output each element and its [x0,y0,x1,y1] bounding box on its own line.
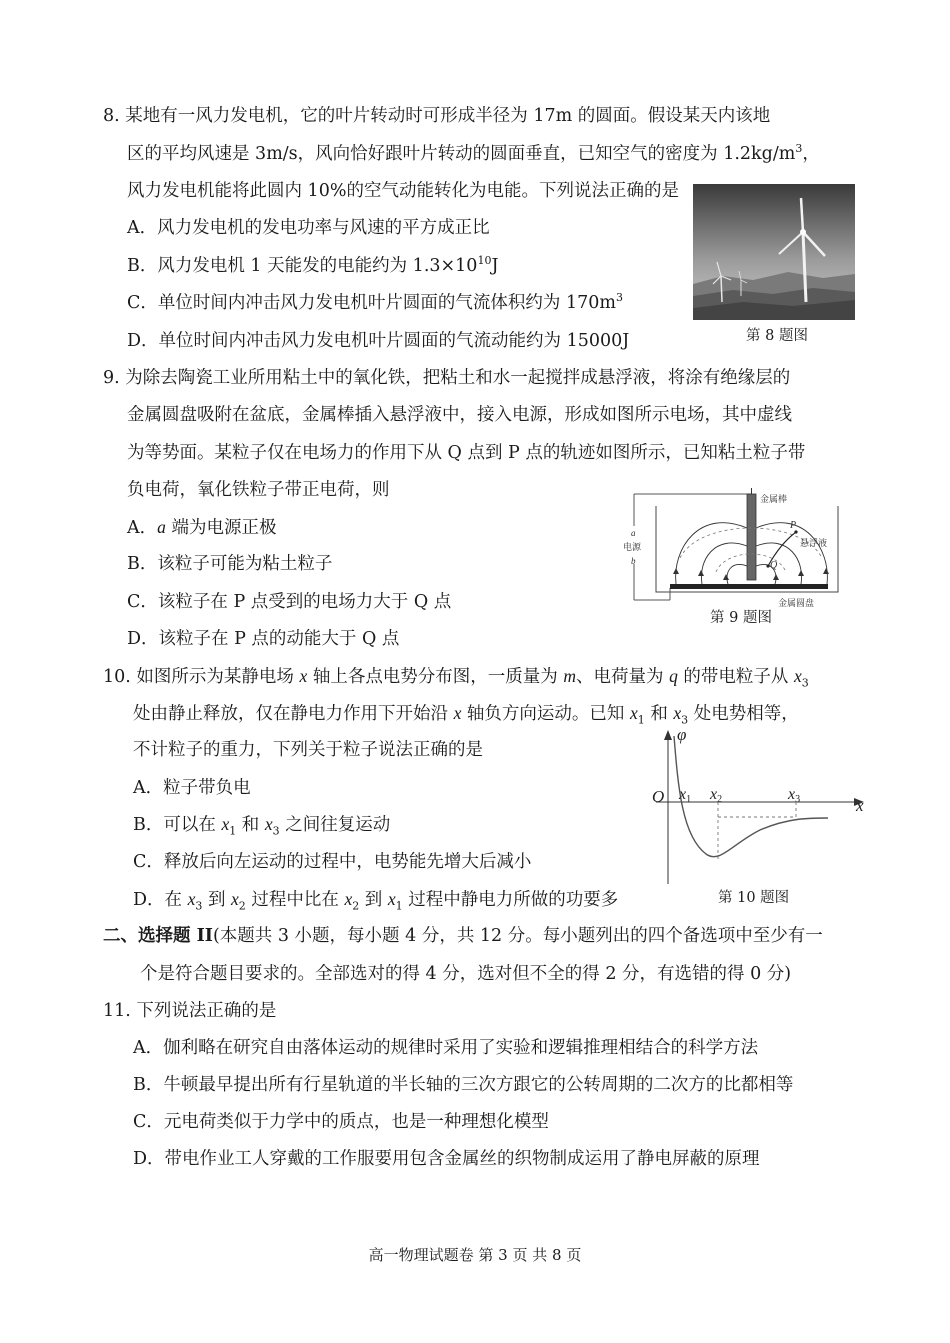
q8-option-b: B．风力发电机 1 天能发的电能约为 $1.3\times 10^{10}J$ [127,254,499,276]
q10-label-x2: x2 [710,786,723,805]
q9-stem-line3: 为等势面。某粒子仅在电场力的作用下从 Q 点到 P 点的轨迹如图所示，已知粘土粒子带 [127,443,806,463]
q10-option-c: C．释放后向左运动的过程中，电势能先增大后减小 [133,852,532,872]
q9-stem-line1: 9. 为除去陶瓷工业所用粘土中的氧化铁，把粘土和水一起搅拌成悬浮液，将涂有绝缘层的 [103,368,791,388]
q10-label-x1: x1 [679,786,692,805]
q9-label-b: b [631,556,636,566]
q9-option-d: D．该粒子在 P 点的动能大于 Q 点 [127,629,400,649]
q9-option-a: A．a 端为电源正极 [127,517,277,538]
q9-stem-line4: 负电荷，氧化铁粒子带正电荷，则 [127,480,390,500]
q10-option-a: A．粒子带负电 [133,778,251,798]
q8-stem-line3: 风力发电机能将此圆内 10%的空气动能转化为电能。下列说法正确的是 [127,181,679,201]
q10-stem-line2: 处由静止释放，仅在静电力作用下开始沿 x 轴负方向运动。已知 $x_1$ 和 $x_3$ 处电势相等， [133,703,799,727]
q9-figure-caption: 第 9 题图 [710,610,772,626]
q8-option-d: D．单位时间内冲击风力发电机叶片圆面的气流动能约为 15000J [127,331,630,351]
q11-option-a: A．伽利略在研究自由落体运动的规律时采用了实验和逻辑推理相结合的科学方法 [133,1038,759,1058]
q11-option-c: C．元电荷类似于力学中的质点，也是一种理想化模型 [133,1112,549,1132]
q10-stem-line1: 10. 如图所示为某静电场 x 轴上各点电势分布图，一质量为 m、电荷量为 q 的带电粒子从 $x_3$ [103,666,809,690]
page-footer: 高一物理试题卷 第 3 页 共 8 页 [368,1246,582,1264]
q10-option-d: D．在 $x_3$ 到 $x_2$ 过程中比在 $x_2$ 到 $x_1$ 过程中静电力所做的功要多 [133,889,619,913]
q8-stem-line1: 8. 某地有一风力发电机，它的叶片转动时可形成半径为 17m 的圆面。假设某天内该地 [103,106,771,126]
q11-option-d: D．带电作业工人穿戴的工作服要用包含金属丝的织物制成运用了静电屏蔽的原理 [133,1149,760,1169]
q8-figure-caption: 第 8 题图 [746,328,808,344]
q9-option-b: B．该粒子可能为粘土粒子 [127,554,333,574]
q9-label-liquid: 悬浮液 [800,539,828,549]
section2-title: 二、选择题 II [103,926,213,946]
q8-option-c: C．单位时间内冲击风力发电机叶片圆面的气流体积约为 $170m^3$ [127,291,623,313]
q10-stem-line3: 不计粒子的重力，下列关于粒子说法正确的是 [133,740,483,760]
q10-label-phi: φ [677,726,687,744]
q8-stem-line2: 区的平均风速是 3m/s，风向恰好跟叶片转动的圆面垂直，已知空气的密度为 $1.2kg/m^3$， [127,142,820,164]
q9-label-q: Q [770,560,778,571]
q10-label-origin: O [652,787,665,806]
q11-option-b: B．牛顿最早提出所有行星轨道的半长轴的三次方跟它的公转周期的二次方的比都相等 [133,1075,794,1095]
q9-label-disc: 金属圆盘 [778,599,815,609]
q9-stem-line2: 金属圆盘吸附在盆底，金属棒插入悬浮液中，接入电源，形成如图所示电场，其中虚线 [127,405,792,425]
q9-electric-field-diagram [620,488,845,612]
q10-potential-graph [648,726,870,886]
q9-label-rod: 金属棒 [760,495,788,505]
section2-line2: 个是符合题目要求的。全部选对的得 4 分，选对但不全的得 2 分，有选错的得 0 分) [140,964,792,984]
section2-line1: 二、选择题 II(本题共 3 小题，每小题 4 分，共 12 分。每小题列出的四个备选项中至少有一 [103,926,823,946]
q8-wind-turbine-photo [693,184,855,320]
q11-stem: 11. 下列说法正确的是 [103,1001,277,1021]
q9-option-c: C．该粒子在 P 点受到的电场力大于 Q 点 [127,592,452,612]
q8-option-a: A．风力发电机的发电功率与风速的平方成正比 [127,218,490,238]
q9-label-p: P [790,520,797,531]
q10-option-b: B．可以在 $x_1$ 和 $x_3$ 之间往复运动 [133,814,391,838]
q9-label-power: 电源 [623,543,642,553]
q9-label-a: a [631,528,636,538]
q10-figure-caption: 第 10 题图 [718,890,790,906]
q10-label-x3: x3 [788,786,801,805]
q10-label-x-axis: x [856,796,864,815]
